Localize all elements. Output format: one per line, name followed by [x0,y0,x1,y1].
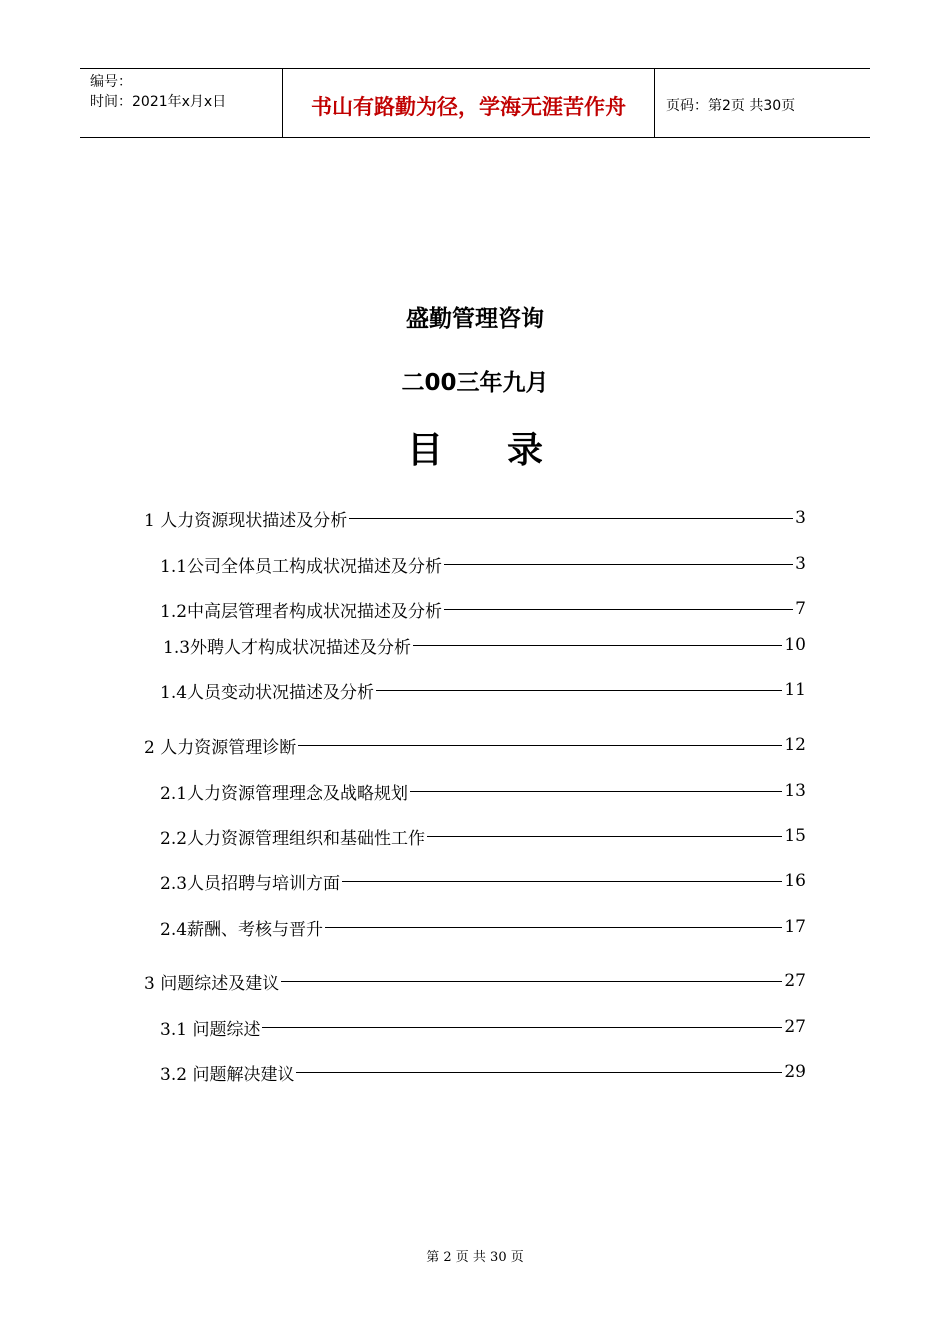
toc-entry-page: 15 [784,826,806,846]
toc-entry-page: 10 [784,635,806,655]
toc-entry[interactable] [163,633,806,657]
toc-leader [298,745,782,746]
page-header [80,68,870,138]
document-date: 二00三年九月 [401,370,549,396]
toc-leader [281,981,782,982]
toc-entry-page: 29 [784,1062,806,1082]
toc-entry-page: 11 [784,680,806,700]
toc-entry-page: 13 [784,781,806,801]
toc-entry[interactable] [160,915,806,939]
toc-entry-label: 1.3外聘人才构成状况描述及分析 [163,637,412,658]
header-time-label: 时间：2021年x月x日 [90,94,227,110]
header-right-cell [656,69,870,137]
header-page-label: 页码：第2页 共30页 [666,98,796,114]
header-motto: 书山有路勤为径，学海无涯苦作舟 [311,95,626,119]
toc-entry-page: 16 [784,871,806,891]
toc-leader [427,836,782,837]
toc-entry-label: 2.3人员招聘与培训方面 [160,873,341,894]
toc-entry[interactable] [160,779,806,803]
toc-entry-label: 3 问题综述及建议 [144,973,280,994]
toc-entry-page: 12 [784,735,806,755]
header-left-cell [80,69,283,137]
toc-entry-label: 3.2 问题解决建议 [160,1064,295,1085]
toc-entry-page: 27 [784,971,806,991]
toc-leader [413,645,782,646]
toc-entry[interactable] [160,678,806,702]
toc-entry-page: 3 [795,554,806,574]
company-name: 盛勤管理咨询 [406,306,544,332]
toc-entry[interactable] [160,597,806,621]
toc-entry-label: 1.1公司全体员工构成状况描述及分析 [160,556,443,577]
toc-leader [325,927,782,928]
toc-entry-label: 2.2人力资源管理组织和基础性工作 [160,828,426,849]
toc-leader [376,690,782,691]
toc-entry[interactable] [144,969,806,993]
toc-entry[interactable] [144,506,806,530]
toc-entry-label: 3.1 问题综述 [160,1019,261,1040]
toc-entry-page: 3 [795,508,806,528]
toc-entry-page: 17 [784,917,806,937]
toc-entry[interactable] [160,1015,806,1039]
page-footer: 第 2 页 共 30 页 [426,1250,524,1265]
toc-entry-label: 1.2中高层管理者构成状况描述及分析 [160,601,443,622]
toc-title: 目录 [406,429,607,471]
toc-leader [262,1027,782,1028]
toc-leader [410,791,782,792]
toc-entry[interactable] [144,733,806,757]
toc-entry[interactable] [160,869,806,893]
toc-leader [342,881,782,882]
toc-entry[interactable] [160,1060,806,1084]
toc-entry-page: 7 [795,599,806,619]
toc-leader [444,564,793,565]
toc-leader [296,1072,782,1073]
toc-entry-page: 27 [784,1017,806,1037]
toc-entry-label: 1 人力资源现状描述及分析 [144,510,348,531]
toc-entry[interactable] [160,552,806,576]
toc-entry-label: 2.4薪酬、考核与晋升 [160,919,324,940]
toc-entry-label: 2 人力资源管理诊断 [144,737,297,758]
toc-leader [444,609,793,610]
header-middle-cell [283,69,655,137]
toc-leader [349,518,793,519]
header-number-label: 编号： [90,74,132,90]
toc-entry-label: 2.1人力资源管理理念及战略规划 [160,783,409,804]
toc-entry-label: 1.4人员变动状况描述及分析 [160,682,375,703]
toc-entry[interactable] [160,824,806,848]
